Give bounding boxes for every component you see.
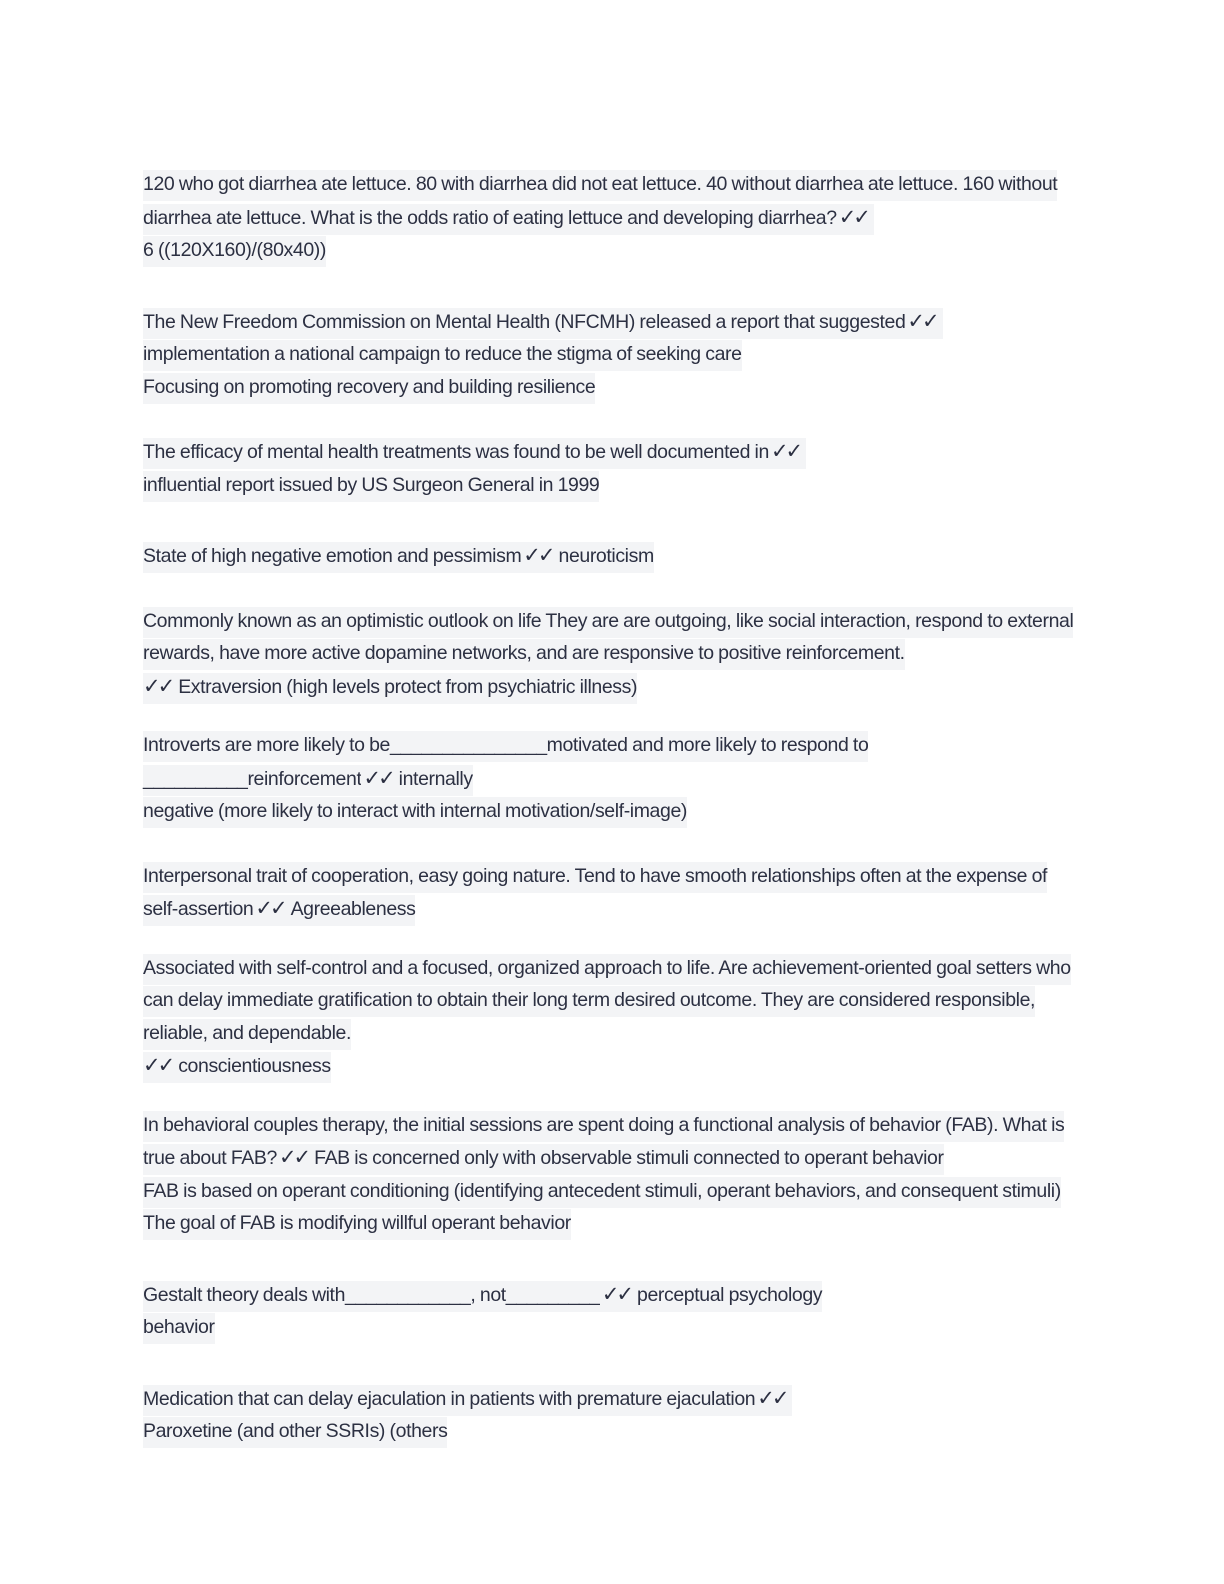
- qa-item: [143, 1109, 1083, 1240]
- double-check-icon: ✓✓: [523, 543, 553, 567]
- qa-item: [143, 305, 1083, 404]
- qa-item: [143, 729, 1083, 828]
- double-check-icon: ✓✓: [757, 1385, 787, 1410]
- qa-item: [143, 860, 1083, 926]
- answer-text: Extraversion (high levels protect from psychiatric illness): [178, 673, 637, 704]
- double-check-icon: ✓✓: [770, 439, 801, 463]
- answer-text: 6 ((120X160)/(80x40)): [143, 236, 326, 267]
- answer-text: neuroticism: [559, 542, 654, 573]
- qa-item: [143, 539, 1083, 573]
- answer-text: influential report issued by US Surgeon General in 1999: [143, 471, 599, 502]
- answer-text: conscientiousness: [178, 1052, 331, 1083]
- double-check-icon: ✓✓: [907, 308, 937, 333]
- question-text: Gestalt theory deals with____________, not_________: [143, 1281, 600, 1312]
- qa-item: [143, 168, 1083, 267]
- qa-item: [143, 605, 1083, 704]
- double-check-icon: ✓✓: [255, 896, 285, 920]
- double-check-icon: ✓✓: [278, 1145, 309, 1169]
- question-text: State of high negative emotion and pessimism: [143, 542, 521, 573]
- answer-text: Paroxetine (and other SSRIs) (others: [143, 1417, 447, 1448]
- double-check-icon: ✓✓: [363, 765, 393, 790]
- flashcard-document: [143, 168, 1083, 1448]
- answer-text: implementation a national campaign to reduce the stigma of seeking care: [143, 340, 742, 371]
- answer-text: FAB is based on operant conditioning (identifying antecedent stimuli, operant behaviors, and consequent stimuli): [143, 1177, 1061, 1208]
- qa-item: [143, 952, 1083, 1083]
- double-check-icon: ✓✓: [838, 204, 868, 229]
- answer-text: behavior: [143, 1313, 215, 1344]
- question-text: The New Freedom Commission on Mental Health (NFCMH) released a report that suggested: [143, 308, 905, 339]
- question-text: Medication that can delay ejaculation in patients with premature ejaculation: [143, 1385, 755, 1416]
- answer-text: The goal of FAB is modifying willful operant behavior: [143, 1209, 571, 1240]
- qa-item: [143, 1278, 1083, 1344]
- question-text: In behavioral couples therapy, the initial sessions are spent doing a functional analysis of behavior (FAB). What is true about FAB?: [143, 1111, 1064, 1176]
- answer-text: internally: [399, 765, 473, 796]
- question-text: 120 who got diarrhea ate lettuce. 80 with diarrhea did not eat lettuce. 40 without diarrhea ate lettuce. 160 without diarrhea ate lettuce. What is the odds ratio of eating lettuce and developing diarrhea?: [143, 170, 1057, 235]
- double-check-icon: ✓✓: [143, 1053, 173, 1077]
- answer-text: negative (more likely to interact with internal motivation/self-image): [143, 797, 687, 828]
- question-text: The efficacy of mental health treatments was found to be well documented in: [143, 438, 769, 469]
- answer-text: FAB is concerned only with observable stimuli connected to operant behavior: [314, 1144, 943, 1175]
- answer-text: Focusing on promoting recovery and building resilience: [143, 373, 595, 404]
- answer-text: perceptual psychology: [637, 1281, 822, 1312]
- question-text: Interpersonal trait of cooperation, easy going nature. Tend to have smooth relationships often at the expense of self-assertion: [143, 862, 1047, 927]
- double-check-icon: ✓✓: [143, 673, 173, 698]
- answer-text: Agreeableness: [291, 895, 416, 926]
- question-text: Associated with self-control and a focused, organized approach to life. Are achievement-oriented goal setters who can delay immediate gratification to obtain their long term desired outcome. They are considered responsible, reliable, and dependable.: [143, 954, 1071, 1050]
- double-check-icon: ✓✓: [601, 1281, 632, 1306]
- question-text: Introverts are more likely to be_______________motivated and more likely to respond to __________reinforcement: [143, 731, 868, 796]
- qa-item: [143, 435, 1083, 501]
- qa-item: [143, 1382, 1083, 1448]
- question-text: Commonly known as an optimistic outlook on life They are are outgoing, like social interaction, respond to external rewards, have more active dopamine networks, and are responsive to positive reinforcement.: [143, 607, 1073, 671]
